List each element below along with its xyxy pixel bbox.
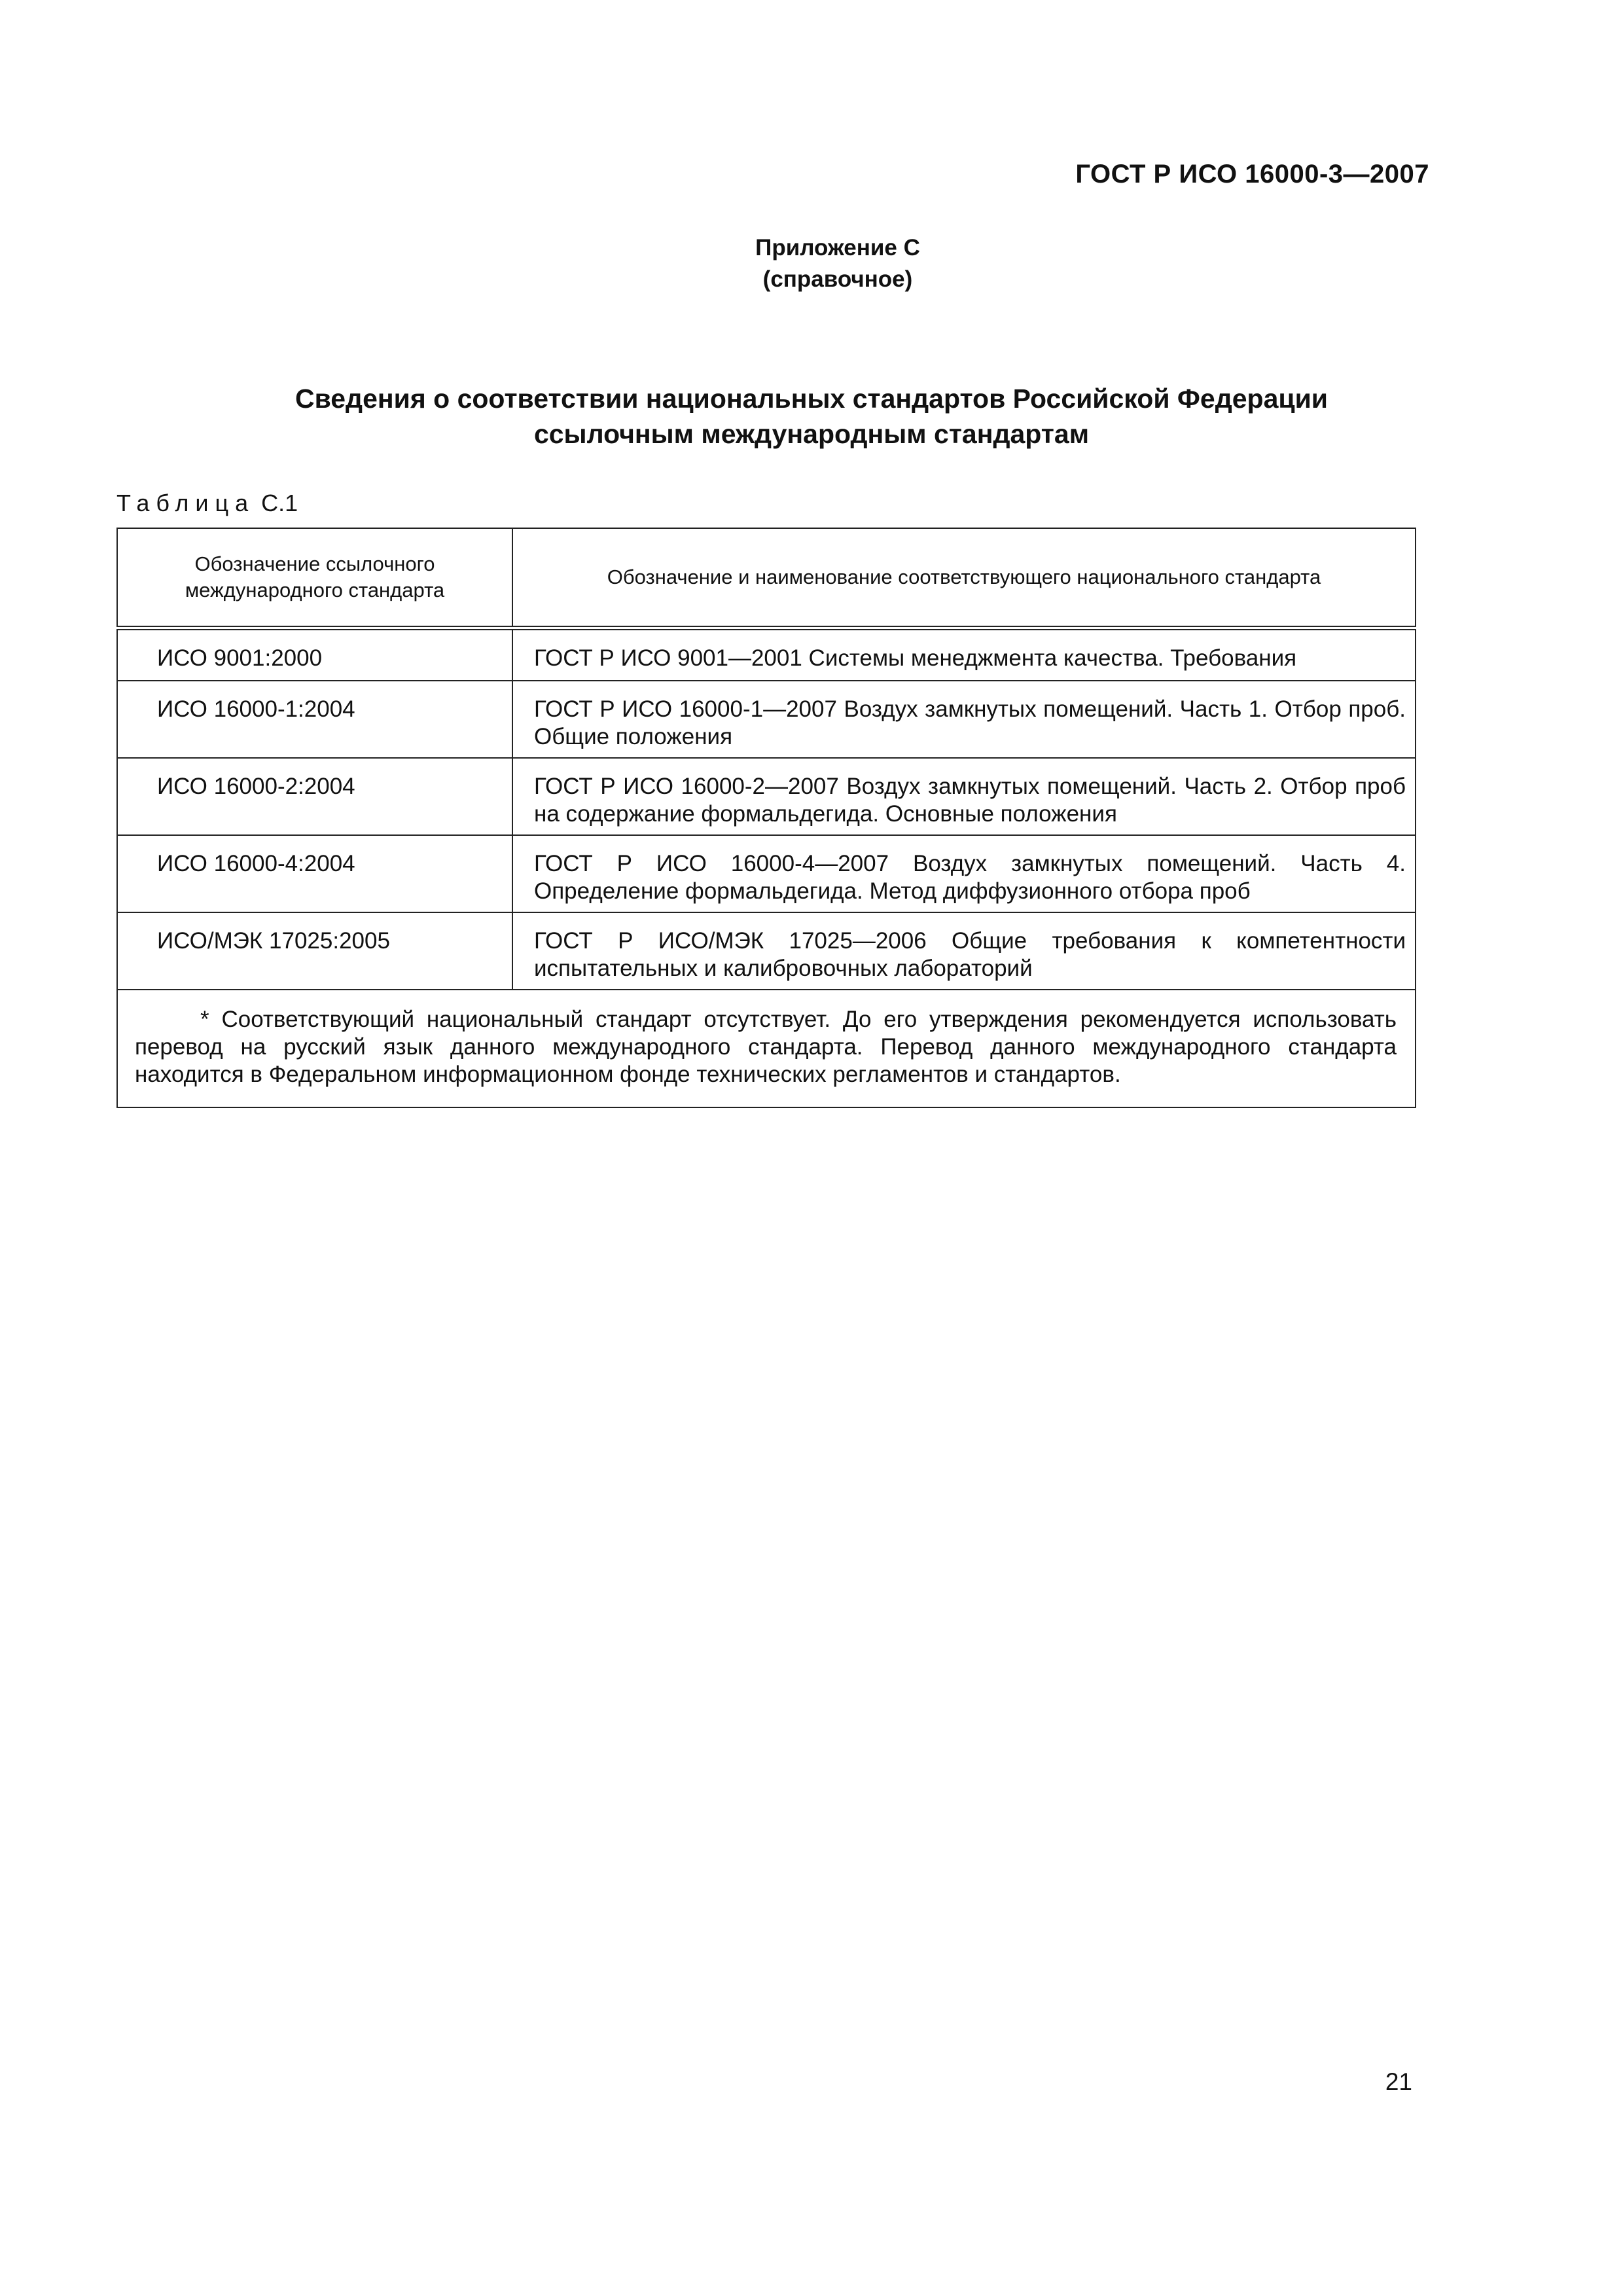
table-label-word: Таблица [116, 490, 255, 516]
header-national-standard: Обозначение и наименование соответствующего национального стандарта [512, 528, 1416, 628]
table-label [116, 490, 298, 517]
appendix-subtitle: (справочное) [762, 266, 913, 292]
document-code: ГОСТ Р ИСО 16000-3—2007 [1075, 160, 1429, 188]
table-label-number: С.1 [261, 490, 298, 516]
appendix-heading [0, 232, 1623, 295]
national-standard-name: ГОСТ Р ИСО 9001—2001 Системы менеджмента качества. Требования [512, 628, 1416, 681]
table-row [117, 835, 1416, 912]
international-standard-code: ИСО/МЭК 17025:2005 [117, 912, 512, 990]
international-standard-code: ИСО 9001:2000 [117, 628, 512, 681]
section-title-line-1: Сведения о соответствии национальных стандартов Российской Федерации [294, 384, 1329, 414]
national-standard-name: ГОСТ Р ИСО/МЭК 17025—2006 Общие требования к компетентности испытательных и калибровочных лабораторий [512, 912, 1416, 990]
table-row [117, 758, 1416, 835]
table-footnote-row [117, 990, 1416, 1107]
appendix-title: Приложение С [755, 235, 920, 260]
table-header-row [117, 528, 1416, 628]
section-title [0, 381, 1623, 452]
international-standard-code: ИСО 16000-1:2004 [117, 681, 512, 758]
footnote-text: * Соответствующий национальный стандарт отсутствует. До его утверждения рекомендуется использовать перевод на русский язык данного международного стандарта. Перевод данного международного стандарта находится в Федеральном информационном фонде технических регламентов и стандартов. [135, 1007, 1397, 1087]
table-row [117, 681, 1416, 758]
standards-correspondence-table [116, 528, 1416, 1108]
table-row [117, 912, 1416, 990]
section-title-line-2: ссылочным международным стандартам [533, 419, 1090, 449]
page-number: 21 [1385, 2068, 1412, 2095]
table-row [117, 628, 1416, 681]
header-international-standard: Обозначение ссылочного международного стандарта [117, 528, 512, 628]
table-footnote [117, 990, 1416, 1107]
international-standard-code: ИСО 16000-2:2004 [117, 758, 512, 835]
national-standard-name: ГОСТ Р ИСО 16000-1—2007 Воздух замкнутых помещений. Часть 1. Отбор проб. Общие положения [512, 681, 1416, 758]
national-standard-name: ГОСТ Р ИСО 16000-4—2007 Воздух замкнутых помещений. Часть 4. Определение формальдегида. Метод диффузионного отбора проб [512, 835, 1416, 912]
national-standard-name: ГОСТ Р ИСО 16000-2—2007 Воздух замкнутых помещений. Часть 2. Отбор проб на содержание формальдегида. Основные положения [512, 758, 1416, 835]
international-standard-code: ИСО 16000-4:2004 [117, 835, 512, 912]
